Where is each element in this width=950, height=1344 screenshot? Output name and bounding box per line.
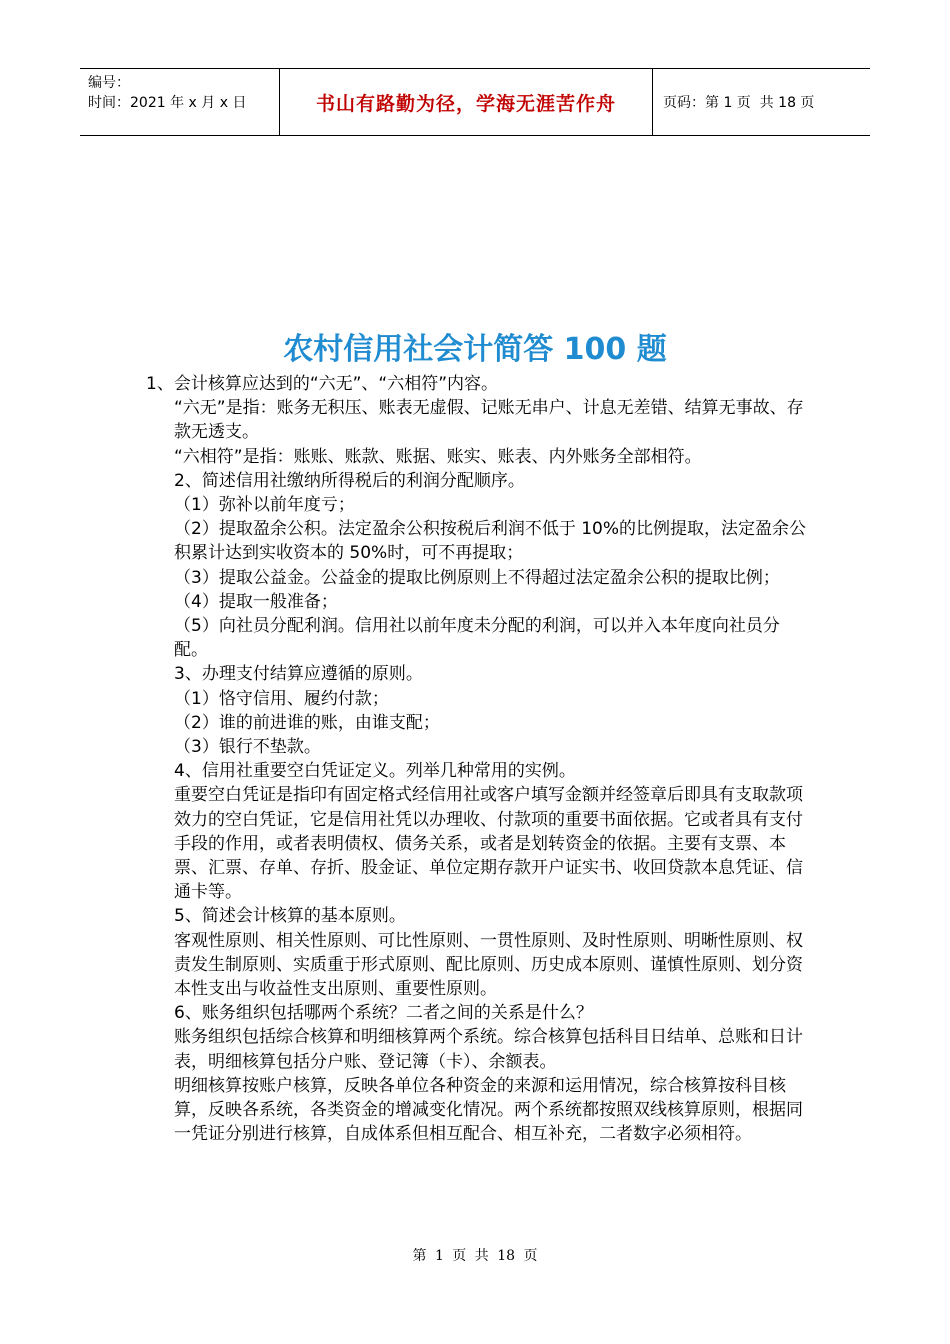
list-item: （1）弥补以前年度亏； xyxy=(174,495,355,516)
document-title: 农村信用社会计简答 100 题 xyxy=(283,332,667,367)
body-paragraph: 重要空白凭证是指印有固定格式经信用社或客户填写金额并经签章后即具有支取款项效力的空白凭证，它是信用社凭以办理收、付款项的重要书面依据。它或者具有支付手段的作用，或者表明债权、债务关系，或者是划转资金的依据。主要有支票、本票、汇票、存单、存折、股金证、单位定期存款开户证实书、收回贷款本息凭证、信通卡等。 xyxy=(174,785,803,903)
body-paragraph: “六相符”是指：账账、账款、账据、账实、账表、内外账务全部相符。 xyxy=(174,446,702,467)
body-paragraph: 账务组织包括综合核算和明细核算两个系统。综合核算包括科目日结单、总账和日计表，明细核算包括分户账、登记簿（卡）、余额表。 xyxy=(174,1027,803,1072)
header-meta-cell xyxy=(80,69,280,135)
header-page-info: 页码：第 1 页 共 18 页 xyxy=(663,95,815,111)
question-heading: 4、信用社重要空白凭证定义。列举几种常用的实例。 xyxy=(174,761,576,782)
list-item: （1）恪守信用、履约付款； xyxy=(174,688,389,709)
header-motto-cell xyxy=(280,69,653,135)
list-item: （2）谁的前进谁的账，由谁支配； xyxy=(174,712,440,733)
list-item: （5）向社员分配利润。信用社以前年度未分配的利润，可以并入本年度向社员分配。 xyxy=(174,616,780,661)
question-heading: 5、简述会计核算的基本原则。 xyxy=(174,906,406,927)
body-paragraph: 客观性原则、相关性原则、可比性原则、一贯性原则、及时性原则、明晰性原则、权责发生制原则、实质重于形式原则、配比原则、历史成本原则、谨慎性原则、划分资本性支出与收益性支出原则、重要性原则。 xyxy=(174,930,803,1000)
document-body xyxy=(146,372,810,1147)
document-number-label: 编号： xyxy=(88,75,130,91)
question-heading: 2、简述信用社缴纳所得税后的利润分配顺序。 xyxy=(174,470,525,491)
list-item: （2）提取盈余公积。法定盈余公积按税后利润不低于 10%的比例提取，法定盈余公积累计达到实收资本的 50%时，可不再提取； xyxy=(174,519,807,564)
list-item: （4）提取一般准备； xyxy=(174,591,338,612)
body-paragraph: 明细核算按账户核算，反映各单位各种资金的来源和运用情况，综合核算按科目核算，反映各系统，各类资金的增减变化情况。两个系统都按照双线核算原则，根据同一凭证分别进行核算，自成体系但相互配合、相互补充，二者数字必须相符。 xyxy=(174,1075,803,1145)
body-paragraph: “六无”是指：账务无积压、账表无虚假、记账无串户、计息无差错、结算无事故、存款无透支。 xyxy=(174,398,804,443)
header-table xyxy=(80,68,870,136)
page-footer: 第 1 页 共 18 页 xyxy=(412,1248,538,1264)
list-item: （3）银行不垫款。 xyxy=(174,737,321,758)
question-heading: 6、账务组织包括哪两个系统？二者之间的关系是什么？ xyxy=(174,1003,593,1024)
question-heading: 1、会计核算应达到的“六无”、“六相符”内容。 xyxy=(146,374,499,394)
document-date: 时间：2021 年 x 月 x 日 xyxy=(88,95,247,111)
list-item: （3）提取公益金。公益金的提取比例原则上不得超过法定盈余公积的提取比例； xyxy=(174,567,780,588)
header-page-cell xyxy=(653,69,870,135)
header-motto: 书山有路勤为径，学海无涯苦作舟 xyxy=(315,92,616,115)
question-heading: 3、办理支付结算应遵循的原则。 xyxy=(174,664,423,685)
